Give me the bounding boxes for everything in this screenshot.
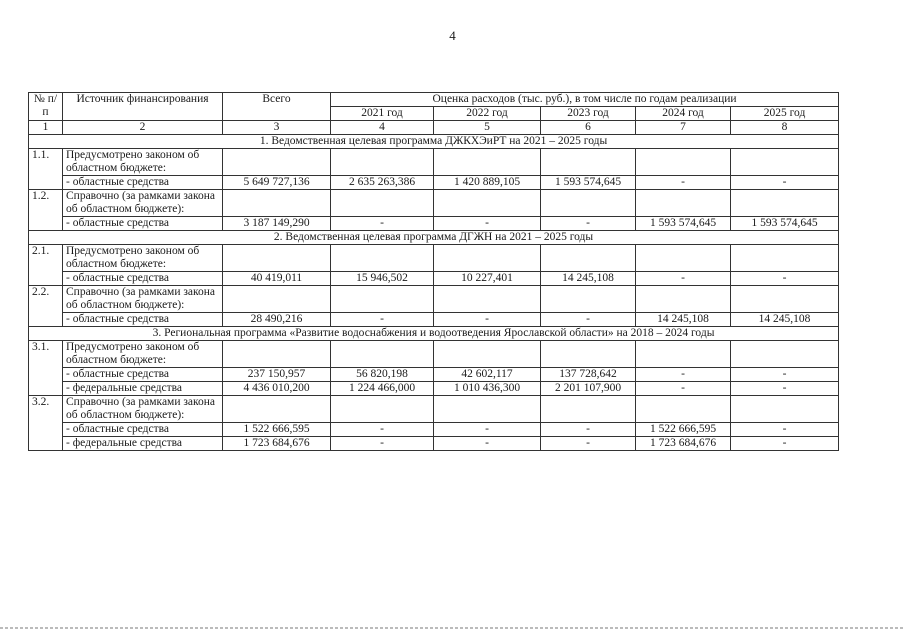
section-title-row bbox=[29, 231, 839, 245]
funding-source: - областные средства bbox=[63, 176, 223, 190]
amount-2024: 1 723 684,676 bbox=[636, 437, 731, 451]
item-number: 1.2. bbox=[29, 190, 63, 231]
amount-2024: - bbox=[636, 368, 731, 382]
item-number: 3.2. bbox=[29, 396, 63, 451]
header-estimate: Оценка расходов (тыс. руб.), в том числе по годам реализации bbox=[331, 93, 839, 107]
amount-2024: - bbox=[636, 382, 731, 396]
funding-row bbox=[29, 437, 839, 451]
item-label-row bbox=[29, 149, 839, 176]
header-total: Всего bbox=[223, 93, 331, 121]
empty-cell bbox=[434, 190, 541, 217]
item-label-row bbox=[29, 190, 839, 217]
empty-cell bbox=[223, 245, 331, 272]
empty-cell bbox=[731, 286, 839, 313]
funding-source: - областные средства bbox=[63, 368, 223, 382]
item-number: 2.1. bbox=[29, 245, 63, 286]
amount-2022: 1 010 436,300 bbox=[434, 382, 541, 396]
section-title: 2. Ведомственная целевая программа ДГЖН на 2021 – 2025 годы bbox=[29, 231, 839, 245]
empty-cell bbox=[636, 341, 731, 368]
empty-cell bbox=[541, 245, 636, 272]
funding-row bbox=[29, 313, 839, 327]
column-index: 5 bbox=[434, 121, 541, 135]
column-index: 1 bbox=[29, 121, 63, 135]
funding-source: - областные средства bbox=[63, 272, 223, 286]
amount-2022: - bbox=[434, 423, 541, 437]
column-index: 7 bbox=[636, 121, 731, 135]
empty-cell bbox=[636, 286, 731, 313]
empty-cell bbox=[331, 245, 434, 272]
amount-2021: - bbox=[331, 217, 434, 231]
empty-cell bbox=[223, 396, 331, 423]
empty-cell bbox=[636, 149, 731, 176]
funding-source: - областные средства bbox=[63, 313, 223, 327]
item-label: Предусмотрено законом об областном бюджете: bbox=[63, 341, 223, 368]
column-index: 8 bbox=[731, 121, 839, 135]
empty-cell bbox=[731, 149, 839, 176]
empty-cell bbox=[636, 190, 731, 217]
amount-total: 28 490,216 bbox=[223, 313, 331, 327]
funding-source: - областные средства bbox=[63, 423, 223, 437]
empty-cell bbox=[541, 341, 636, 368]
amount-total: 237 150,957 bbox=[223, 368, 331, 382]
table-body bbox=[29, 135, 839, 451]
item-label-row bbox=[29, 396, 839, 423]
empty-cell bbox=[731, 245, 839, 272]
empty-cell bbox=[541, 149, 636, 176]
amount-total: 5 649 727,136 bbox=[223, 176, 331, 190]
funding-row bbox=[29, 217, 839, 231]
section-title-row bbox=[29, 327, 839, 341]
empty-cell bbox=[434, 149, 541, 176]
amount-2025: - bbox=[731, 176, 839, 190]
amount-2021: 1 224 466,000 bbox=[331, 382, 434, 396]
header-year: 2024 год bbox=[636, 107, 731, 121]
amount-2023: 137 728,642 bbox=[541, 368, 636, 382]
header-year: 2022 год bbox=[434, 107, 541, 121]
amount-2021: - bbox=[331, 313, 434, 327]
empty-cell bbox=[331, 396, 434, 423]
amount-2025: - bbox=[731, 368, 839, 382]
amount-2021: 15 946,502 bbox=[331, 272, 434, 286]
funding-row bbox=[29, 272, 839, 286]
table-header bbox=[29, 93, 839, 135]
empty-cell bbox=[731, 190, 839, 217]
empty-cell bbox=[636, 396, 731, 423]
empty-cell bbox=[223, 149, 331, 176]
section-title-row bbox=[29, 135, 839, 149]
amount-2024: - bbox=[636, 272, 731, 286]
section-title: 1. Ведомственная целевая программа ДЖКХЭиРТ на 2021 – 2025 годы bbox=[29, 135, 839, 149]
amount-2025: 1 593 574,645 bbox=[731, 217, 839, 231]
header-source: Источник финансирования bbox=[63, 93, 223, 121]
header-year: 2023 год bbox=[541, 107, 636, 121]
empty-cell bbox=[434, 245, 541, 272]
amount-total: 4 436 010,200 bbox=[223, 382, 331, 396]
funding-row bbox=[29, 423, 839, 437]
funding-source: - федеральные средства bbox=[63, 437, 223, 451]
budget-table bbox=[28, 92, 839, 451]
empty-cell bbox=[731, 396, 839, 423]
item-number: 2.2. bbox=[29, 286, 63, 327]
header-num: № п/п bbox=[29, 93, 63, 121]
empty-cell bbox=[434, 341, 541, 368]
amount-total: 1 723 684,676 bbox=[223, 437, 331, 451]
amount-2025: - bbox=[731, 382, 839, 396]
amount-2022: - bbox=[434, 217, 541, 231]
amount-2023: - bbox=[541, 313, 636, 327]
amount-2022: - bbox=[434, 437, 541, 451]
empty-cell bbox=[434, 286, 541, 313]
column-index: 2 bbox=[63, 121, 223, 135]
empty-cell bbox=[331, 341, 434, 368]
column-index: 6 bbox=[541, 121, 636, 135]
amount-2025: 14 245,108 bbox=[731, 313, 839, 327]
funding-row bbox=[29, 176, 839, 190]
amount-2022: 10 227,401 bbox=[434, 272, 541, 286]
empty-cell bbox=[223, 341, 331, 368]
amount-2025: - bbox=[731, 423, 839, 437]
empty-cell bbox=[331, 286, 434, 313]
empty-cell bbox=[541, 286, 636, 313]
empty-cell bbox=[223, 286, 331, 313]
item-number: 3.1. bbox=[29, 341, 63, 396]
empty-cell bbox=[331, 190, 434, 217]
item-label: Справочно (за рамками закона об областном бюджете): bbox=[63, 286, 223, 313]
empty-cell bbox=[223, 190, 331, 217]
page-number: 4 bbox=[449, 28, 456, 43]
item-number: 1.1. bbox=[29, 149, 63, 190]
funding-source: - федеральные средства bbox=[63, 382, 223, 396]
empty-cell bbox=[636, 245, 731, 272]
funding-row bbox=[29, 368, 839, 382]
amount-2025: - bbox=[731, 272, 839, 286]
empty-cell bbox=[541, 396, 636, 423]
item-label: Предусмотрено законом об областном бюджете: bbox=[63, 245, 223, 272]
item-label: Справочно (за рамками закона об областном бюджете): bbox=[63, 190, 223, 217]
amount-2023: 14 245,108 bbox=[541, 272, 636, 286]
amount-2023: 1 593 574,645 bbox=[541, 176, 636, 190]
amount-2021: - bbox=[331, 423, 434, 437]
empty-cell bbox=[331, 149, 434, 176]
amount-2023: 2 201 107,900 bbox=[541, 382, 636, 396]
amount-2022: 42 602,117 bbox=[434, 368, 541, 382]
amount-2023: - bbox=[541, 423, 636, 437]
amount-2022: 1 420 889,105 bbox=[434, 176, 541, 190]
amount-2023: - bbox=[541, 217, 636, 231]
empty-cell bbox=[541, 190, 636, 217]
header-year: 2025 год bbox=[731, 107, 839, 121]
column-index: 3 bbox=[223, 121, 331, 135]
item-label-row bbox=[29, 286, 839, 313]
amount-2021: 2 635 263,386 bbox=[331, 176, 434, 190]
amount-2024: 14 245,108 bbox=[636, 313, 731, 327]
empty-cell bbox=[434, 396, 541, 423]
amount-2022: - bbox=[434, 313, 541, 327]
empty-cell bbox=[731, 341, 839, 368]
amount-total: 3 187 149,290 bbox=[223, 217, 331, 231]
funding-source: - областные средства bbox=[63, 217, 223, 231]
funding-row bbox=[29, 382, 839, 396]
scan-edge bbox=[0, 627, 905, 629]
amount-2023: - bbox=[541, 437, 636, 451]
item-label-row bbox=[29, 341, 839, 368]
amount-2024: - bbox=[636, 176, 731, 190]
amount-2024: 1 593 574,645 bbox=[636, 217, 731, 231]
amount-total: 40 419,011 bbox=[223, 272, 331, 286]
column-index: 4 bbox=[331, 121, 434, 135]
header-year: 2021 год bbox=[331, 107, 434, 121]
item-label: Предусмотрено законом об областном бюджете: bbox=[63, 149, 223, 176]
item-label-row bbox=[29, 245, 839, 272]
amount-total: 1 522 666,595 bbox=[223, 423, 331, 437]
amount-2024: 1 522 666,595 bbox=[636, 423, 731, 437]
amount-2021: 56 820,198 bbox=[331, 368, 434, 382]
item-label: Справочно (за рамками закона об областном бюджете): bbox=[63, 396, 223, 423]
column-index-row bbox=[29, 121, 839, 135]
amount-2021: - bbox=[331, 437, 434, 451]
section-title: 3. Региональная программа «Развитие водоснабжения и водоотведения Ярославской области» на 2018 – 2024 годы bbox=[29, 327, 839, 341]
amount-2025: - bbox=[731, 437, 839, 451]
